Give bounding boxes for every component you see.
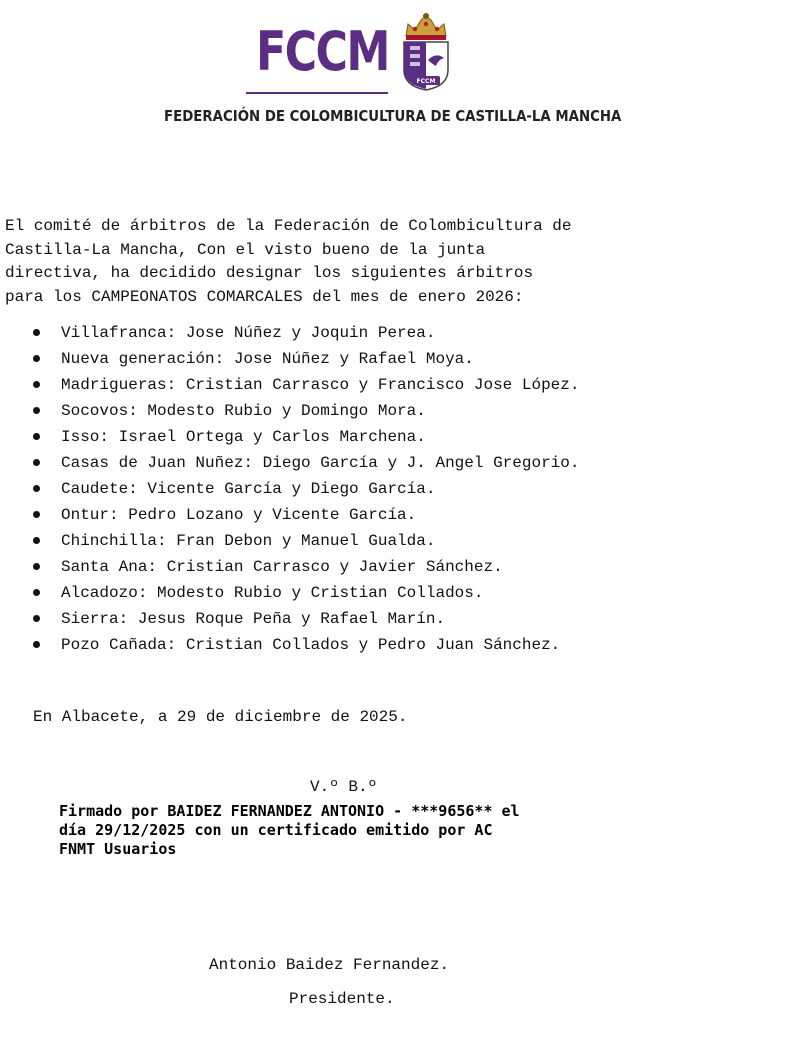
list-item: [0, 632, 579, 658]
signer-title: Presidente.: [289, 990, 395, 1008]
list-item: [0, 424, 579, 450]
assignment-text: Sierra: Jesus Roque Peña y Rafael Marín.: [61, 610, 446, 628]
logo-underline: [246, 92, 388, 94]
bullet-icon: [33, 589, 40, 596]
bullet-icon: [33, 511, 40, 518]
signer-name: Antonio Baidez Fernandez.: [209, 956, 450, 974]
list-item: [0, 554, 579, 580]
assignment-text: Casas de Juan Nuñez: Diego García y J. Angel Gregorio.: [61, 454, 580, 472]
assignment-text: Alcadozo: Modesto Rubio y Cristian Collados.: [61, 584, 484, 602]
assignment-text: Santa Ana: Cristian Carrasco y Javier Sánchez.: [61, 558, 503, 576]
assignment-text: Chinchilla: Fran Debon y Manuel Gualda.: [61, 532, 436, 550]
bullet-icon: [33, 641, 40, 648]
fccm-logo-text: FCCM: [256, 20, 389, 83]
shield-label: FCCM: [416, 78, 436, 85]
list-item: [0, 398, 579, 424]
bullet-icon: [33, 407, 40, 414]
bullet-icon: [33, 355, 40, 362]
signature-line: Firmado por BAIDEZ FERNANDEZ ANTONIO - ***9656** el: [59, 802, 520, 820]
referee-assignments-list: [0, 320, 579, 658]
coat-of-arms-icon: [398, 12, 454, 92]
assignment-text: Pozo Cañada: Cristian Collados y Pedro Juan Sánchez.: [61, 636, 561, 654]
bullet-icon: [33, 433, 40, 440]
list-item: [0, 346, 579, 372]
assignment-text: Madrigueras: Cristian Carrasco y Francisco Jose López.: [61, 376, 580, 394]
signature-line: día 29/12/2025 con un certificado emitido por AC: [59, 821, 493, 839]
bullet-icon: [33, 615, 40, 622]
digital-signature-stamp: [59, 802, 659, 859]
assignment-text: Nueva generación: Jose Núñez y Rafael Moya.: [61, 350, 474, 368]
assignment-text: Caudete: Vicente García y Diego García.: [61, 480, 436, 498]
place-and-date: En Albacete, a 29 de diciembre de 2025.: [33, 708, 408, 726]
list-item: [0, 320, 579, 346]
list-item: [0, 606, 579, 632]
bullet-icon: [33, 459, 40, 466]
vobo-label: V.º B.º: [310, 778, 378, 796]
bullet-icon: [33, 485, 40, 492]
federation-name: FEDERACIÓN DE COLOMBICULTURA DE CASTILLA-LA MANCHA: [164, 107, 622, 125]
list-item: [0, 528, 579, 554]
assignment-text: Isso: Israel Ortega y Carlos Marchena.: [61, 428, 426, 446]
list-item: [0, 450, 579, 476]
assignment-text: Ontur: Pedro Lozano y Vicente García.: [61, 506, 417, 524]
assignment-text: Villafranca: Jose Núñez y Joquin Perea.: [61, 324, 436, 342]
intro-paragraph: El comité de árbitros de la Federación de Colombicultura de Castilla-La Mancha, Con el visto bueno de la junta directiva, ha decidido designar los siguientes árbitros para los CAMPEONATOS COMARCALES del mes de enero 2026:: [5, 217, 572, 306]
bullet-icon: [33, 381, 40, 388]
list-item: [0, 476, 579, 502]
list-item: [0, 502, 579, 528]
list-item: [0, 580, 579, 606]
assignment-text: Socovos: Modesto Rubio y Domingo Mora.: [61, 402, 426, 420]
bullet-icon: [33, 329, 40, 336]
signature-line: FNMT Usuarios: [59, 840, 177, 858]
list-item: [0, 372, 579, 398]
bullet-icon: [33, 563, 40, 570]
bullet-icon: [33, 537, 40, 544]
letterhead: [140, 0, 622, 130]
